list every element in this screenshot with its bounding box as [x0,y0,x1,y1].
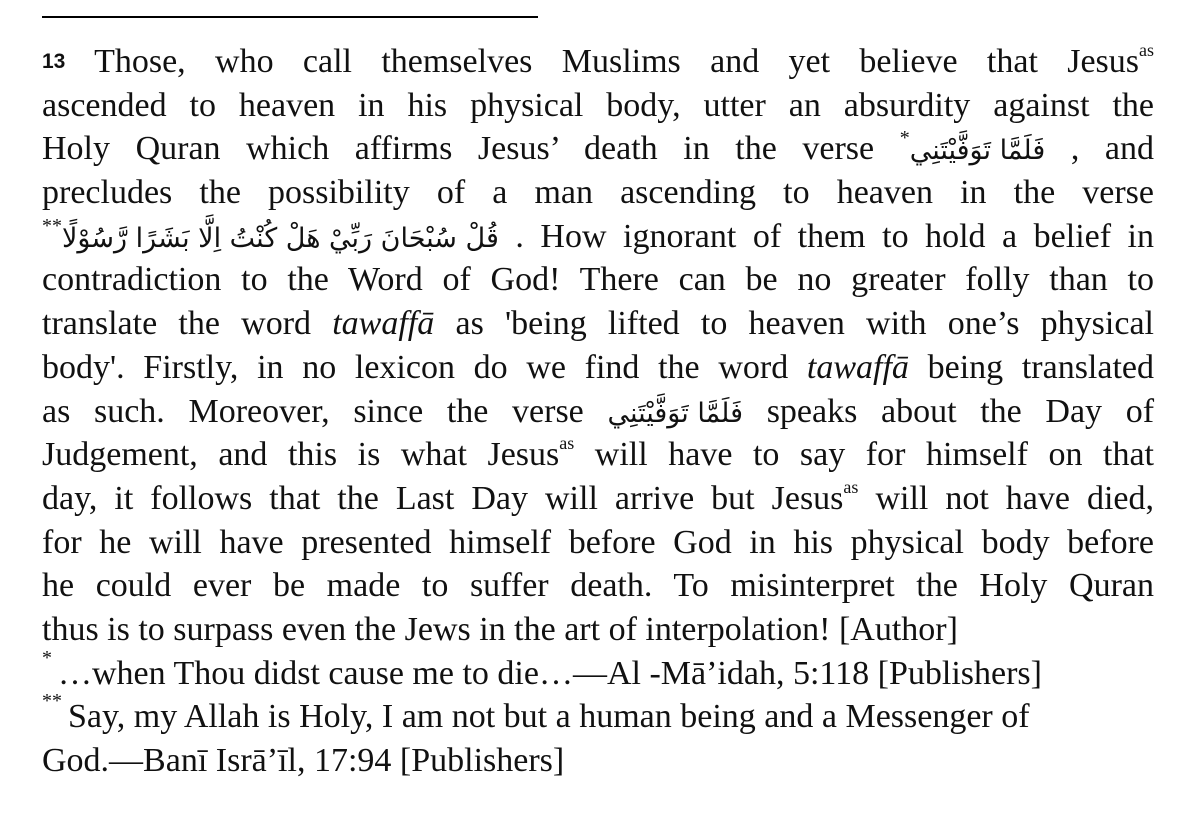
footnote-text: precludes the possibility of a man ascending to heaven in the verse [42,174,1154,212]
footnote-line [42,302,1154,346]
footnote-text: thus is to surpass even the Jews in the art of interpolation! [Author] [42,610,958,648]
footnote-line [42,215,1154,259]
reference-marker-star: ** [42,214,62,237]
honorific-superscript: as [843,476,859,497]
footnote-text: contradiction to the Word of God! There can be no greater folly than to [42,261,1154,299]
footnote-text: ascended to heaven in his physical body, utter an absurdity against the [42,86,1154,124]
footnote-line [42,477,1154,521]
reference-marker: * [42,646,52,669]
footnote-separator-rule [42,16,538,18]
reference-marker-star: * [899,127,910,150]
footnote-text: for he will have presented himself before God in his physical body before [42,523,1154,561]
footnote-text: translate the word [42,305,312,343]
footnote-block [42,40,1154,783]
footnote-text: Those, who call themselves Muslims and yet believe that Jesus [94,43,1140,80]
publisher-reference-2-continued [42,739,1154,783]
footnote-text: Judgement, and this is what Jesus [42,436,560,474]
footnote-line [42,346,1154,390]
publisher-reference-1 [42,646,1154,696]
footnote-text: as 'being lifted to heaven with one’s physical [455,305,1154,343]
footnote-text: day, it follows that the Last Day will arrive but Jesus [42,479,844,517]
honorific-superscript: as [559,433,575,454]
italic-term: tawaffā [332,305,435,343]
footnote-line [42,390,1154,434]
footnote-text: body'. Firstly, in no lexicon do we find the word [42,348,789,386]
footnote-line [42,40,1154,84]
footnote-line [42,433,1154,477]
arabic-verse: قُلْ سُبْحَانَ رَبِّيْ هَلْ كُنْتُ اِلَّا بَشَرًا رَّسُوْلًا [62,222,499,254]
reference-text: …when Thou didst cause me to die…—Al -Mā’idah, 5:118 [Publishers] [58,654,1042,692]
reference-text: God.—Banī Isrā’īl, 17:94 [Publishers] [42,742,565,779]
arabic-verse: فَلَمَّا تَوَفَّيْتَنِي [607,397,744,429]
italic-term: tawaffā [806,348,909,386]
publisher-reference-2 [42,690,1154,739]
footnote-text: speaks about the Day of [766,392,1155,430]
footnote-text: , and [1070,130,1155,168]
footnote-text: will have to say for himself on that [594,436,1154,474]
footnote-text: being translated [927,348,1155,386]
footnote-line [42,521,1154,565]
footnote-text: will not have died, [875,479,1155,517]
footnote-line [42,564,1154,608]
footnote-line [42,258,1154,302]
footnote-text: . How ignorant of them to hold a belief in [515,217,1155,255]
footnote-text: Holy Quran which affirms Jesus’ death in the verse [42,130,875,168]
footnote-line [42,608,1154,652]
footnote-line [42,127,1154,171]
honorific-superscript: as [1139,40,1155,60]
footnote-text: as such. Moreover, since the verse [42,392,584,430]
reference-text: Say, my Allah is Holy, I am not but a human being and a Messenger of [68,698,1030,736]
footnote-number: 13 [42,50,66,73]
reference-marker: ** [42,690,62,713]
footnote-text: he could ever be made to suffer death. To misinterpret the Holy Quran [42,567,1154,605]
footnote-line [42,84,1154,128]
footnote-line [42,171,1154,215]
arabic-verse: فَلَمَّا تَوَفَّيْتَنِي [909,135,1046,167]
